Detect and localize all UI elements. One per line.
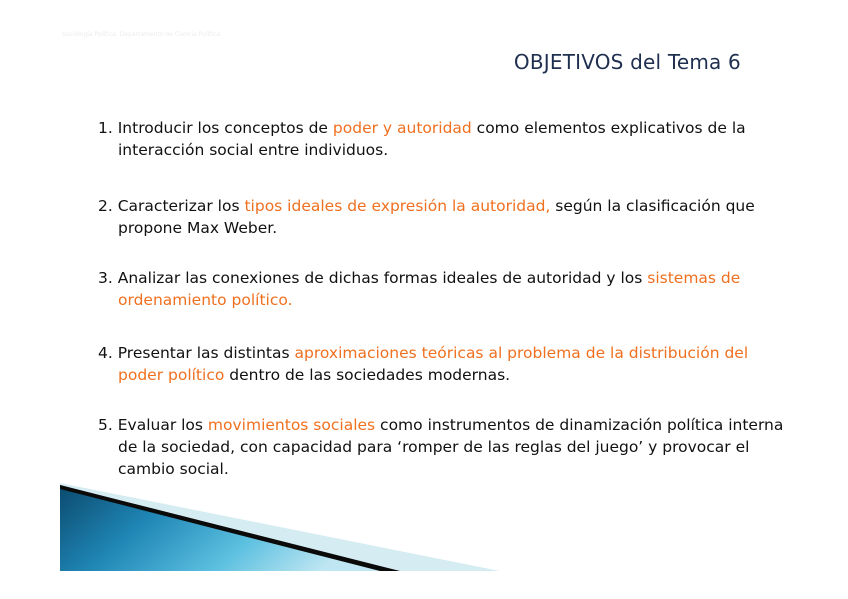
objective-item-4 <box>98 342 798 386</box>
objective-number: 3. <box>98 269 113 287</box>
objective-highlight: aproximaciones teóricas al problema de la distribución del poder político <box>118 344 749 384</box>
objective-highlight: tipos ideales de expresión la autoridad, <box>244 197 551 215</box>
objective-item-5 <box>98 414 798 480</box>
objective-highlight: movimientos sociales <box>207 416 376 434</box>
objective-text: como instrumentos de dinamización política interna de la sociedad, con capacidad para ‘romper de las reglas del juego’ y provocar el cambio social. <box>118 416 784 478</box>
objective-item-3 <box>98 267 798 311</box>
objective-text: como elementos explicativos de la interacción social entre individuos. <box>118 119 746 159</box>
objective-text: Introducir los conceptos de <box>117 119 333 137</box>
objective-text: dentro de las sociedades modernas. <box>224 366 511 384</box>
watermark-text: Sociología Política. Departamento de Ciencia Política. <box>62 31 222 38</box>
objective-highlight: sistemas de ordenamiento político. <box>118 269 741 309</box>
page-title: OBJETIVOS del Tema 6 <box>513 50 741 74</box>
decorative-wedge-graphic <box>60 483 500 573</box>
objective-number: 2. <box>98 197 113 215</box>
title-wrapper <box>514 50 741 74</box>
objective-text: Presentar las distintas <box>117 344 295 362</box>
objective-text: según la clasificación que propone Max Weber. <box>118 197 755 237</box>
objective-item-2 <box>98 195 798 239</box>
objective-text: Evaluar los <box>117 416 208 434</box>
objective-number: 1. <box>98 119 113 137</box>
objective-text: Analizar las conexiones de dichas formas ideales de autoridad y los <box>117 269 648 287</box>
objective-text: Caracterizar los <box>117 197 245 215</box>
objective-number: 4. <box>98 344 113 362</box>
objective-item-1 <box>98 117 798 161</box>
objective-number: 5. <box>98 416 113 434</box>
objective-highlight: poder y autoridad <box>332 119 472 137</box>
